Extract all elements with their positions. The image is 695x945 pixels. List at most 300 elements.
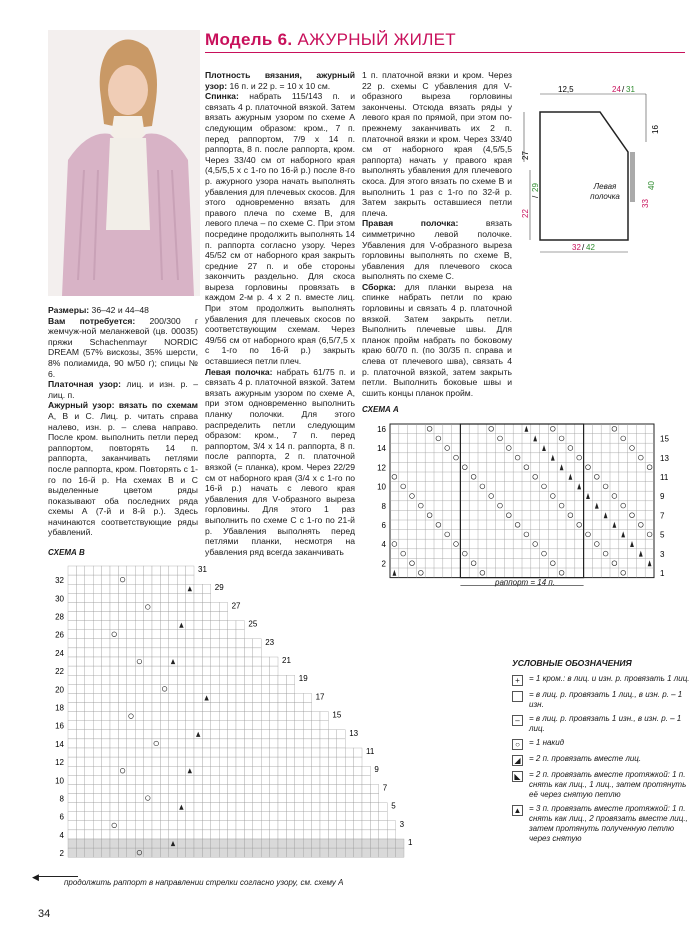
chart-cell	[211, 703, 219, 712]
chart-cell	[211, 621, 219, 630]
chart-cell	[118, 675, 126, 684]
legend-item	[512, 754, 692, 766]
chart-cell	[177, 602, 185, 611]
chart-cell	[270, 812, 278, 821]
chart-cell	[286, 784, 294, 793]
chart-cell	[127, 830, 135, 839]
chart-cell	[152, 730, 160, 739]
chart-cell	[68, 830, 76, 839]
chart-cell	[278, 775, 286, 784]
chart-cell	[228, 830, 236, 839]
continue-note: продолжить раппорт в направлении стрелки согласно узору, см. схему А	[64, 878, 344, 887]
chart-cell	[127, 839, 135, 848]
chart-cell	[93, 593, 101, 602]
chart-cell	[186, 812, 194, 821]
chart-cell	[169, 821, 177, 830]
row-number-right: 5	[660, 530, 665, 540]
chart-cell	[85, 839, 93, 848]
chart-cell	[135, 602, 143, 611]
chart-cell	[186, 675, 194, 684]
chart-cell	[202, 821, 210, 830]
row-number-stair: 23	[265, 637, 275, 647]
chart-cell	[236, 730, 244, 739]
chart-cell	[177, 784, 185, 793]
chart-cell	[303, 766, 311, 775]
chart-cell	[244, 675, 252, 684]
chart-cell	[144, 712, 152, 721]
chart-cell	[177, 566, 185, 575]
chart-cell	[354, 766, 362, 775]
chart-cell	[127, 748, 135, 757]
chart-cell	[253, 766, 261, 775]
row-number-left: 4	[59, 830, 64, 840]
dim-label-side-b: 29	[531, 183, 540, 192]
chart-cell	[303, 775, 311, 784]
chart-cell	[76, 621, 84, 630]
legend-text: = 1 накид	[529, 738, 565, 747]
chart-cell	[76, 794, 84, 803]
chart-cell	[135, 830, 143, 839]
chart-cell	[76, 657, 84, 666]
chart-cell	[253, 730, 261, 739]
chart-cell	[219, 648, 227, 657]
chart-cell	[110, 575, 118, 584]
chart-cell	[68, 593, 76, 602]
chart-cell	[169, 648, 177, 657]
chart-cell	[194, 602, 202, 611]
chart-cell	[93, 639, 101, 648]
chart-cell	[202, 639, 210, 648]
chart-cell	[236, 784, 244, 793]
chart-cell	[228, 775, 236, 784]
chart-cell	[211, 666, 219, 675]
chart-cell	[194, 839, 202, 848]
chart-cell	[135, 812, 143, 821]
chart-cell	[202, 703, 210, 712]
legend-text: = 2 п. провязать вместе лиц.	[529, 754, 642, 763]
chart-cell	[387, 821, 395, 830]
chart-cell	[194, 794, 202, 803]
chart-cell	[228, 630, 236, 639]
chart-cell	[328, 830, 336, 839]
chart-cell	[127, 712, 135, 721]
chart-cell	[362, 794, 370, 803]
chart-cell	[169, 584, 177, 593]
chart-cell	[177, 721, 185, 730]
chart-cell	[211, 712, 219, 721]
chart-cell	[244, 757, 252, 766]
chart-cell	[228, 812, 236, 821]
chart-cell	[160, 766, 168, 775]
chart-cell	[110, 784, 118, 793]
chart-cell	[76, 630, 84, 639]
chart-cell	[211, 648, 219, 657]
chart-cell	[261, 821, 269, 830]
chart-cell	[110, 839, 118, 848]
chart-cell	[110, 848, 118, 857]
chart-cell	[102, 675, 110, 684]
chart-cell	[135, 712, 143, 721]
chart-cell	[295, 821, 303, 830]
chart-cell	[177, 684, 185, 693]
chart-cell	[144, 784, 152, 793]
chart-cell	[303, 848, 311, 857]
chart-cell	[194, 684, 202, 693]
legend	[512, 658, 692, 848]
chart-cell	[85, 621, 93, 630]
chart-cell	[85, 566, 93, 575]
chart-cell	[135, 593, 143, 602]
chart-cell	[177, 848, 185, 857]
row-number-left: 8	[59, 794, 64, 804]
chart-cell	[85, 612, 93, 621]
chart-cell	[202, 593, 210, 602]
chart-cell	[354, 757, 362, 766]
chart-cell	[102, 575, 110, 584]
chart-cell	[118, 803, 126, 812]
chart-cell	[270, 703, 278, 712]
schema-a-rapport: раппорт = 14 п.	[495, 578, 556, 587]
chart-cell	[320, 757, 328, 766]
row-number-stair: 9	[374, 765, 379, 775]
chart-cell	[261, 703, 269, 712]
chart-cell	[186, 748, 194, 757]
chart-cell	[270, 784, 278, 793]
chart-cell	[194, 712, 202, 721]
chart-cell	[261, 657, 269, 666]
legend-text: = в лиц. р. провязать 1 изн., в изн. р. – 1 лиц.	[529, 714, 682, 733]
chart-cell	[68, 748, 76, 757]
chart-cell	[118, 639, 126, 648]
chart-cell	[135, 757, 143, 766]
chart-cell	[152, 693, 160, 702]
chart-cell	[76, 666, 84, 675]
chart-cell	[320, 775, 328, 784]
chart-cell	[244, 657, 252, 666]
chart-cell	[118, 648, 126, 657]
chart-cell	[312, 775, 320, 784]
legend-item	[512, 674, 692, 686]
chart-cell	[102, 602, 110, 611]
chart-cell	[236, 739, 244, 748]
chart-cell	[312, 757, 320, 766]
chart-cell	[177, 612, 185, 621]
chart-cell	[379, 803, 387, 812]
chart-cell	[228, 712, 236, 721]
chart-cell	[354, 775, 362, 784]
chart-cell	[76, 748, 84, 757]
chart-cell	[186, 657, 194, 666]
chart-cell	[152, 584, 160, 593]
chart-cell	[160, 612, 168, 621]
chart-cell	[295, 730, 303, 739]
chart-cell	[118, 821, 126, 830]
chart-cell	[102, 693, 110, 702]
chart-cell	[228, 766, 236, 775]
chart-cell	[202, 803, 210, 812]
row-number-stair: 31	[198, 565, 207, 574]
chart-cell	[278, 703, 286, 712]
chart-cell	[286, 721, 294, 730]
chart-cell	[194, 693, 202, 702]
chart-cell	[236, 766, 244, 775]
chart-cell	[253, 830, 261, 839]
chart-cell	[286, 803, 294, 812]
chart-cell	[303, 739, 311, 748]
chart-cell	[110, 602, 118, 611]
chart-cell	[278, 821, 286, 830]
chart-cell	[261, 830, 269, 839]
chart-cell	[93, 848, 101, 857]
left-front-schematic	[518, 82, 688, 262]
row-number-left: 32	[55, 576, 64, 586]
chart-cell	[219, 830, 227, 839]
chart-cell	[219, 775, 227, 784]
chart-cell	[379, 839, 387, 848]
chart-cell	[118, 721, 126, 730]
chart-cell	[328, 794, 336, 803]
legend-text: = в лиц. р. провязать 1 лиц., в изн. р. – 1 изн.	[529, 690, 683, 709]
chart-cell	[127, 630, 135, 639]
chart-cell	[110, 757, 118, 766]
chart-cell	[370, 839, 378, 848]
chart-cell	[328, 730, 336, 739]
chart-cell	[93, 794, 101, 803]
chart-cell	[127, 784, 135, 793]
chart-cell	[295, 812, 303, 821]
chart-cell	[93, 757, 101, 766]
chart-cell	[85, 703, 93, 712]
chart-cell	[102, 593, 110, 602]
chart-cell	[76, 575, 84, 584]
chart-cell	[228, 794, 236, 803]
chart-cell	[295, 757, 303, 766]
chart-cell	[135, 584, 143, 593]
chart-cell	[127, 766, 135, 775]
chart-cell	[169, 593, 177, 602]
chart-cell	[244, 766, 252, 775]
chart-cell	[219, 766, 227, 775]
chart-cell	[68, 839, 76, 848]
chart-cell	[118, 584, 126, 593]
chart-cell	[228, 648, 236, 657]
chart-cell	[85, 748, 93, 757]
chart-cell	[160, 775, 168, 784]
chart-cell	[160, 821, 168, 830]
chart-cell	[270, 794, 278, 803]
chart-cell	[320, 848, 328, 857]
chart-cell	[253, 812, 261, 821]
chart-cell	[202, 657, 210, 666]
chart-cell	[345, 775, 353, 784]
chart-cell	[244, 721, 252, 730]
chart-cell	[127, 584, 135, 593]
model-photo	[48, 30, 200, 296]
chart-cell	[169, 766, 177, 775]
chart-cell	[93, 748, 101, 757]
chart-cell	[244, 821, 252, 830]
chart-cell	[278, 839, 286, 848]
chart-cell	[194, 757, 202, 766]
chart-cell	[160, 648, 168, 657]
row-number-right: 7	[660, 511, 665, 521]
chart-cell	[228, 784, 236, 793]
chart-cell	[186, 721, 194, 730]
chart-cell	[228, 693, 236, 702]
chart-cell	[144, 584, 152, 593]
chart-cell	[152, 830, 160, 839]
chart-cell	[219, 730, 227, 739]
legend-item	[512, 690, 692, 710]
chart-cell	[253, 639, 261, 648]
chart-cell	[160, 675, 168, 684]
chart-cell	[135, 803, 143, 812]
chart-cell	[144, 648, 152, 657]
chart-cell	[118, 784, 126, 793]
chart-cell	[219, 703, 227, 712]
chart-cell	[102, 612, 110, 621]
assembly-text: для планки выреза на спинке набрать петли по краю горловины и связать 4 р. платочной вязкой. Затем закрыть петли. Выполнить плечевые швы. Для планок пройм набрать по боковому краю 60/70 п. (по 30/35 п. справа и слева от плечевого шва), связать 4 р. платочной вязкой, затем закрыть петли. Выполнить боковые швы и сшить концы планок пройм.	[362, 281, 512, 398]
chart-cell	[118, 739, 126, 748]
chart-cell	[211, 684, 219, 693]
chart-cell	[152, 621, 160, 630]
chart-cell	[144, 675, 152, 684]
continue-arrow-line	[38, 876, 78, 877]
chart-cell	[102, 821, 110, 830]
chart-cell	[236, 703, 244, 712]
chart-cell	[110, 739, 118, 748]
chart-cell	[354, 812, 362, 821]
chart-cell	[303, 712, 311, 721]
chart-cell	[118, 730, 126, 739]
chart-cell	[127, 648, 135, 657]
chart-cell	[387, 830, 395, 839]
chart-cell	[177, 703, 185, 712]
chart-cell	[328, 748, 336, 757]
chart-cell	[110, 703, 118, 712]
chart-cell	[244, 830, 252, 839]
chart-cell	[253, 648, 261, 657]
chart-cell	[152, 839, 160, 848]
chart-cell	[160, 584, 168, 593]
chart-cell	[160, 830, 168, 839]
chart-cell	[312, 784, 320, 793]
chart-cell	[219, 748, 227, 757]
chart-cell	[127, 848, 135, 857]
chart-cell	[253, 803, 261, 812]
chart-cell	[312, 812, 320, 821]
right-column	[362, 70, 512, 398]
chart-cell	[169, 612, 177, 621]
chart-cell	[219, 602, 227, 611]
chart-cell	[278, 730, 286, 739]
chart-cell	[219, 794, 227, 803]
legend-symbol	[512, 691, 523, 702]
chart-cell	[286, 748, 294, 757]
chart-cell	[169, 684, 177, 693]
chart-cell	[93, 784, 101, 793]
chart-cell	[169, 566, 177, 575]
chart-cell	[177, 639, 185, 648]
chart-cell	[68, 848, 76, 857]
chart-cell	[135, 766, 143, 775]
chart-cell	[93, 675, 101, 684]
chart-cell	[286, 766, 294, 775]
chart-cell	[110, 584, 118, 593]
chart-cell	[76, 593, 84, 602]
chart-cell	[379, 848, 387, 857]
back-text: набрать 115/143 п. и связать 4 р. платочной вязкой. Затем вязать ажурным узором по схеме А следующим образом: кром., 7 п. перед раппортом, 7/9 х 14 п. раппорта, 8 п. после раппорта, кром. Через 33/40 см от наборного края (4,5/5,5 х с 1-го по 16-й р.) после 8-го р. ажурного узора начать выполнять убавления для плечевых скосов. Для этого одновременно вязать для правого плеча по схеме В, для левого плеча – по схеме С. При этом посредине продолжить выполнять 14 п. раппорта согласно узору. Через 45/52 см от наборного края закрыть средние 27 п. и обе стороны закончить раздельно. Для скоса выреза горловины провязать в каждом 2-м р. 4 х 2 п. вместе лиц. При этом продолжить выполнять убавления для плечевых скосов по соответствующим схемам. Через 49/56 см от наборного края (6,5/7,5 х с 1-го по 16-й р.) закрыть оставшиеся петли плеч.	[205, 91, 355, 367]
chart-cell	[219, 739, 227, 748]
chart-cell	[219, 612, 227, 621]
plain-stitch-label: Платочная узор:	[48, 379, 122, 390]
chart-cell	[270, 821, 278, 830]
chart-cell	[85, 575, 93, 584]
chart-cell	[328, 848, 336, 857]
chart-cell	[152, 748, 160, 757]
chart-cell	[186, 775, 194, 784]
chart-cell	[160, 839, 168, 848]
chart-cell	[345, 748, 353, 757]
chart-cell	[228, 730, 236, 739]
page-number: 34	[38, 908, 51, 920]
chart-cell	[152, 803, 160, 812]
row-number-right: 11	[660, 473, 669, 482]
chart-cell	[202, 739, 210, 748]
chart-cell	[160, 794, 168, 803]
chart-cell	[211, 775, 219, 784]
chart-cell	[186, 730, 194, 739]
chart-cell	[160, 593, 168, 602]
chart-cell	[286, 712, 294, 721]
chart-cell	[202, 794, 210, 803]
chart-cell	[396, 848, 404, 857]
sizes-label: Размеры:	[48, 305, 90, 315]
chart-cell	[219, 821, 227, 830]
row-number-stair: 5	[391, 801, 396, 811]
chart-cell	[370, 821, 378, 830]
schematic-outline	[540, 112, 628, 240]
chart-cell	[362, 848, 370, 857]
chart-cell	[236, 648, 244, 657]
chart-cell	[370, 803, 378, 812]
chart-cell	[253, 757, 261, 766]
chart-cell	[68, 575, 76, 584]
chart-cell	[118, 566, 126, 575]
chart-cell	[236, 712, 244, 721]
chart-cell	[135, 666, 143, 675]
chart-cell	[354, 830, 362, 839]
chart-cell	[93, 693, 101, 702]
row-number-left: 14	[377, 444, 386, 454]
chart-cell	[118, 684, 126, 693]
chart-cell	[295, 794, 303, 803]
chart-cell	[102, 784, 110, 793]
chart-cell	[219, 684, 227, 693]
chart-cell	[127, 730, 135, 739]
chart-cell	[160, 693, 168, 702]
chart-cell	[160, 639, 168, 648]
chart-cell	[102, 703, 110, 712]
chart-cell	[261, 794, 269, 803]
chart-cell	[144, 848, 152, 857]
chart-cell	[118, 621, 126, 630]
chart-cell	[76, 784, 84, 793]
chart-cell	[169, 730, 177, 739]
chart-cell	[177, 593, 185, 602]
assembly-label: Сборка:	[362, 281, 396, 292]
chart-cell	[76, 812, 84, 821]
